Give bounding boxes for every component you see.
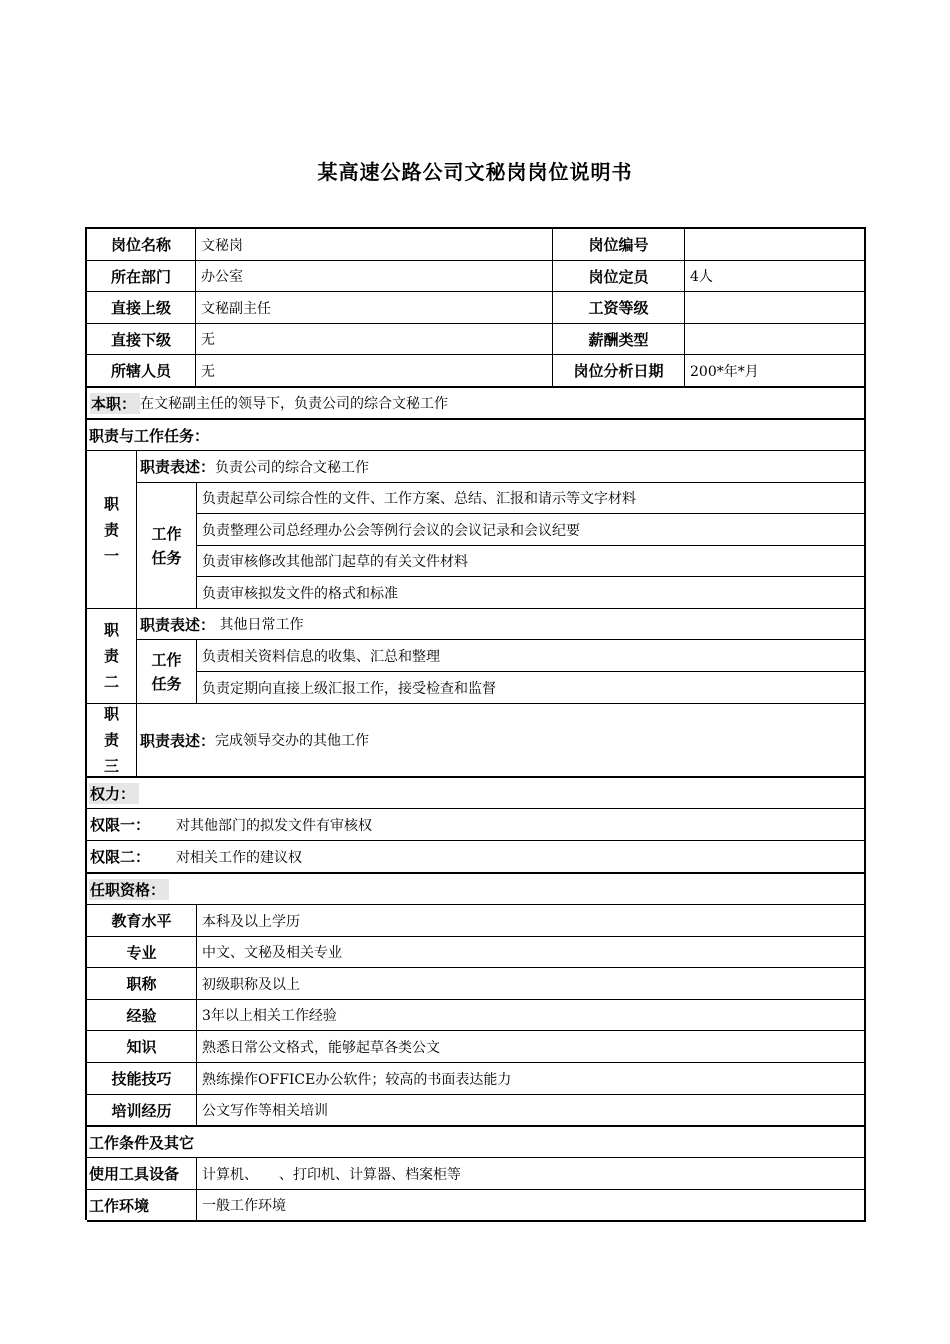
page-title: 某高速公路公司文秘岗岗位说明书 [317, 160, 633, 184]
responsibility-2-task-label: 工作 任务 [137, 640, 197, 704]
job-description-table [85, 227, 866, 1220]
qualifications-header: 任职资格： [87, 874, 866, 905]
responsibility-1-desc: 职责表述： 负责公司的综合文秘工作 [137, 451, 866, 483]
label-direct-subordinate: 直接下级 [87, 324, 196, 355]
cond-value-environment: 一般工作环境 [197, 1190, 866, 1222]
qual-value-title: 初级职称及以上 [197, 968, 866, 1000]
responsibility-2-task-2: 负责定期向直接上级汇报工作，接受检查和监督 [197, 672, 866, 704]
responsibility-3-label: 职 责 三 [87, 704, 137, 778]
value-staff: 无 [196, 355, 553, 388]
conditions-header: 工作条件及其它 [87, 1127, 866, 1158]
value-analysis-date: 200*年*月 [685, 355, 866, 388]
duty-text: 在文秘副主任的领导下，负责公司的综合文秘工作 [140, 396, 449, 412]
value-position-name: 文秘岗 [196, 229, 553, 261]
qual-label-education: 教育水平 [87, 905, 197, 937]
authority-item-1: 权限一： 对其他部门的拟发文件有审核权 [87, 809, 866, 841]
authority-item-2: 权限二： 对相关工作的建议权 [87, 841, 866, 874]
qual-value-major: 中文、文秘及相关专业 [197, 937, 866, 968]
qual-value-experience: 3年以上相关工作经验 [197, 1000, 866, 1031]
value-direct-subordinate: 无 [196, 324, 553, 355]
value-salary-grade [685, 292, 866, 324]
responsibility-3-desc: 职责表述： 完成领导交办的其他工作 [137, 704, 866, 778]
qual-label-experience: 经验 [87, 1000, 197, 1031]
qual-label-knowledge: 知识 [87, 1031, 197, 1063]
label-salary-grade: 工资等级 [553, 292, 685, 324]
responsibilities-header: 职责与工作任务： [87, 420, 866, 451]
qual-label-title: 职称 [87, 968, 197, 1000]
responsibility-1-task-label: 工作 任务 [137, 483, 197, 609]
label-headcount: 岗位定员 [553, 261, 685, 292]
label-direct-superior: 直接上级 [87, 292, 196, 324]
responsibility-2-desc: 职责表述： 其他日常工作 [137, 609, 866, 640]
responsibility-1-task-3: 负责审核修改其他部门起草的有关文件材料 [197, 546, 866, 577]
responsibility-2-task-1: 负责相关资料信息的收集、汇总和整理 [197, 640, 866, 672]
authority-header: 权力： [87, 778, 866, 809]
responsibility-1-task-4: 负责审核拟发文件的格式和标准 [197, 577, 866, 609]
label-position-code: 岗位编号 [553, 229, 685, 261]
label-analysis-date: 岗位分析日期 [553, 355, 685, 388]
responsibility-1-task-2: 负责整理公司总经理办公会等例行会议的会议记录和会议纪要 [197, 514, 866, 546]
label-position-name: 岗位名称 [87, 229, 196, 261]
label-staff: 所辖人员 [87, 355, 196, 388]
qual-label-major: 专业 [87, 937, 197, 968]
cond-value-tools: 计算机、 、打印机、计算器、档案柜等 [197, 1158, 866, 1190]
responsibility-1-task-1: 负责起草公司综合性的文件、工作方案、总结、汇报和请示等文字材料 [197, 483, 866, 514]
duty-label: 本职： [90, 393, 140, 414]
value-direct-superior: 文秘副主任 [196, 292, 553, 324]
qual-value-education: 本科及以上学历 [197, 905, 866, 937]
value-pay-type [685, 324, 866, 355]
value-headcount: 4人 [685, 261, 866, 292]
label-department: 所在部门 [87, 261, 196, 292]
qual-value-training: 公文写作等相关培训 [197, 1095, 866, 1127]
cond-label-tools: 使用工具设备 [87, 1158, 197, 1190]
cond-label-environment: 工作环境 [87, 1190, 197, 1222]
qual-value-knowledge: 熟悉日常公文格式，能够起草各类公文 [197, 1031, 866, 1063]
label-pay-type: 薪酬类型 [553, 324, 685, 355]
value-department: 办公室 [196, 261, 553, 292]
qual-label-skills: 技能技巧 [87, 1063, 197, 1095]
responsibility-2-label: 职 责 二 [87, 609, 137, 704]
value-position-code [685, 229, 866, 261]
responsibility-1-label: 职 责 一 [87, 451, 137, 609]
qual-label-training: 培训经历 [87, 1095, 197, 1127]
qual-value-skills: 熟练操作OFFICE办公软件；较高的书面表达能力 [197, 1063, 866, 1095]
duty-row [87, 388, 866, 420]
